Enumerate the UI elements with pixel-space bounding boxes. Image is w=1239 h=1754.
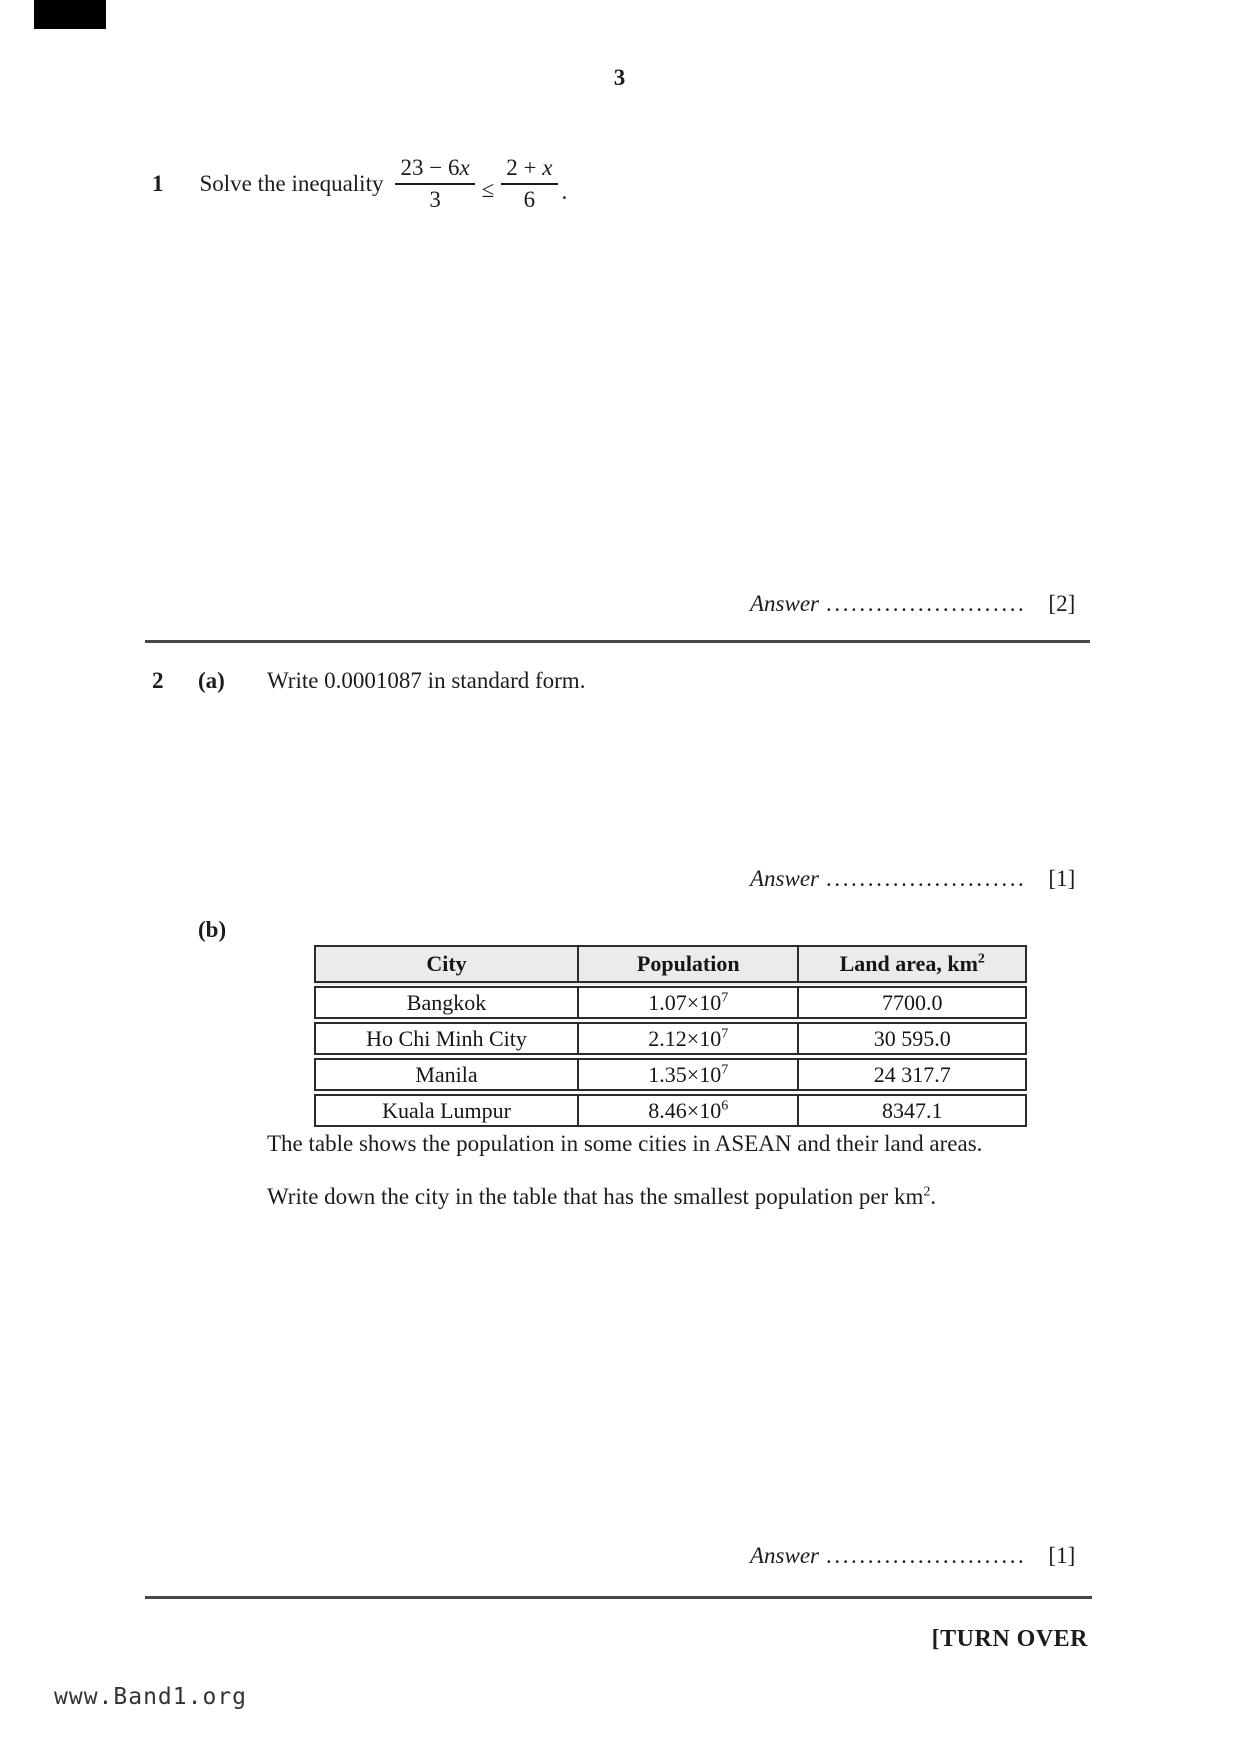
cell-land-area: 30 595.0 — [798, 1021, 1026, 1057]
exponent: 7 — [721, 990, 729, 1006]
exponent: 7 — [721, 1026, 729, 1042]
question-1-inequality — [395, 155, 567, 213]
table-row — [315, 1021, 1026, 1057]
answer-marks: [1] — [1048, 1543, 1076, 1568]
table-row — [315, 1093, 1026, 1127]
question-1-number: 1 — [152, 171, 164, 196]
superscript-2: 2 — [977, 951, 985, 967]
page-number: 3 — [613, 65, 626, 90]
answer-dotted-line: ........................ — [826, 591, 1027, 616]
exponent: 6 — [721, 1098, 729, 1114]
question-1 — [152, 146, 567, 222]
fraction-left-denominator: 3 — [429, 187, 441, 212]
variable-x: x — [459, 155, 470, 180]
exponent: 7 — [721, 1062, 729, 1078]
section-divider-top — [145, 640, 1090, 643]
table-header-row — [315, 946, 1026, 985]
city-data-table — [314, 945, 1027, 1127]
cell-population: $1.07\times 10^7$ — [578, 985, 798, 1021]
cell-land-area: 24 317.7 — [798, 1057, 1026, 1093]
fraction-right-numerator: 2 + — [506, 155, 543, 180]
cell-city: Ho Chi Minh City — [315, 1021, 578, 1057]
fraction-left — [395, 155, 474, 213]
answer-line-q1 — [750, 591, 1075, 617]
question-1-prompt: Solve the inequality — [199, 171, 384, 196]
turn-over-label: [TURN OVER — [931, 1626, 1088, 1652]
part-b-label: (b) — [198, 917, 227, 942]
table-row — [315, 1057, 1026, 1093]
cell-population: $8.46\times 10^6$ — [578, 1093, 798, 1127]
fraction-left-numerator: 23 − 6 — [400, 155, 460, 180]
table-caption-line2: Write down the city in the table that has the smallest population per $km^2$. — [267, 1184, 937, 1209]
section-divider-bottom — [145, 1596, 1092, 1599]
table-caption-line1: The table shows the population in some cities in ASEAN and their land areas. — [267, 1131, 983, 1156]
less-equal-sign: ≤ — [481, 177, 495, 202]
fraction-right — [501, 155, 557, 213]
header-land-area: Land area, $km^2$ — [798, 946, 1026, 985]
answer-line-q2b — [750, 1543, 1075, 1569]
question-2a-prompt: Write 0.0001087 in standard form. — [267, 668, 586, 693]
cell-land-area: 8347.1 — [798, 1093, 1026, 1127]
sentence-period: . — [561, 179, 568, 204]
table-row — [315, 985, 1026, 1021]
question-2a — [152, 668, 585, 694]
cell-city: Manila — [315, 1057, 578, 1093]
answer-label: Answer — [750, 1543, 819, 1568]
part-a-label: (a) — [198, 668, 225, 693]
variable-x: x — [542, 155, 553, 180]
superscript-2: 2 — [923, 1184, 931, 1200]
cell-population: $1.35\times 10^7$ — [578, 1057, 798, 1093]
cell-land-area: 7700.0 — [798, 985, 1026, 1021]
cell-city: Bangkok — [315, 985, 578, 1021]
answer-marks: [2] — [1048, 591, 1076, 616]
answer-dotted-line: ........................ — [826, 866, 1027, 891]
answer-label: Answer — [750, 866, 819, 891]
header-city: City — [315, 946, 578, 985]
question-2-number: 2 — [152, 668, 164, 693]
answer-marks: [1] — [1048, 866, 1076, 891]
website-watermark: www.Band1.org — [54, 1684, 248, 1710]
scan-artifact-bar — [34, 0, 106, 29]
cell-city: Kuala Lumpur — [315, 1093, 578, 1127]
answer-label: Answer — [750, 591, 819, 616]
header-population: Population — [578, 946, 798, 985]
fraction-right-denominator: 6 — [523, 187, 536, 212]
cell-population: $2.12\times 10^7$ — [578, 1021, 798, 1057]
answer-dotted-line: ........................ — [826, 1543, 1027, 1568]
answer-line-q2a — [750, 866, 1075, 892]
